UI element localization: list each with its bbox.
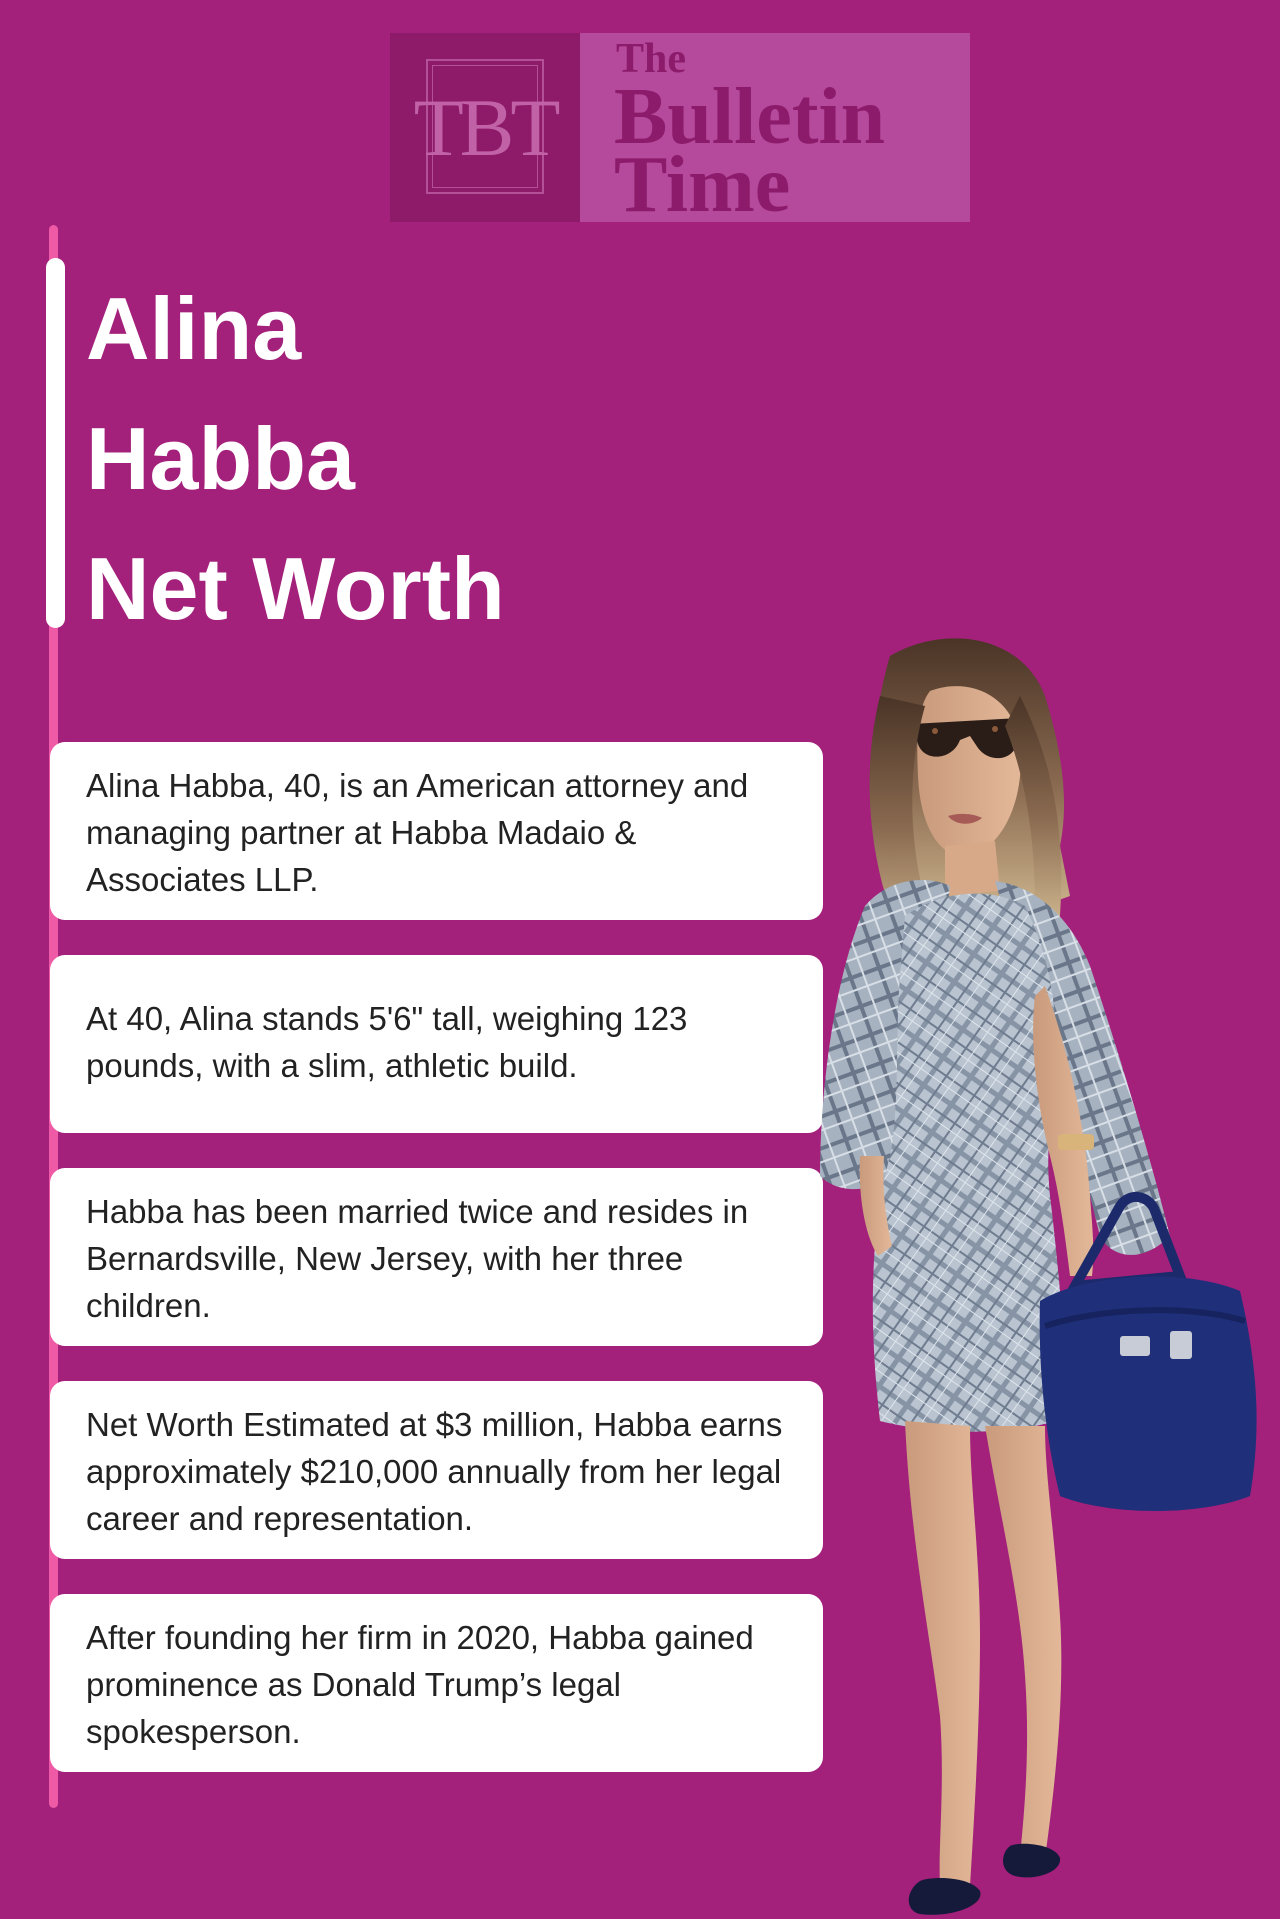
title-line: Habba: [86, 409, 355, 508]
title-line: Alina: [86, 279, 302, 378]
title-accent-bar: [46, 258, 65, 628]
logo-word-time: Time: [614, 141, 791, 229]
fact-text: Alina Habba, 40, is an American attorney and managing partner at Habba Madaio & Associates LLP.: [86, 767, 749, 898]
page-title: [86, 264, 505, 654]
fact-text: Net Worth Estimated at $3 million, Habba earns approximately $210,000 annually from her legal career and representation.: [86, 1406, 783, 1537]
fact-text: Habba has been married twice and resides in Bernardsville, New Jersey, with her three children.: [86, 1193, 749, 1324]
logo-mark: [390, 33, 580, 222]
title-line: Net Worth: [86, 539, 505, 638]
fact-card-physique: [50, 955, 823, 1133]
logo-word-bulletin: Bulletin: [614, 73, 886, 161]
logo-word-the: The: [616, 36, 687, 82]
portrait-photo: [820, 636, 1280, 1919]
fact-card-career: [50, 1594, 823, 1772]
fact-card-family: [50, 1168, 823, 1346]
logo-wordmark: [580, 33, 970, 229]
fact-card-profile: [50, 742, 823, 920]
fact-card-net-worth: [50, 1381, 823, 1559]
fact-text: At 40, Alina stands 5'6" tall, weighing 123 pounds, with a slim, athletic build.: [86, 1000, 688, 1084]
logo-initials: TBT: [413, 82, 557, 173]
brand-logo: [390, 33, 970, 229]
fact-text: After founding her firm in 2020, Habba gained prominence as Donald Trump’s legal spokesperson.: [86, 1619, 754, 1750]
